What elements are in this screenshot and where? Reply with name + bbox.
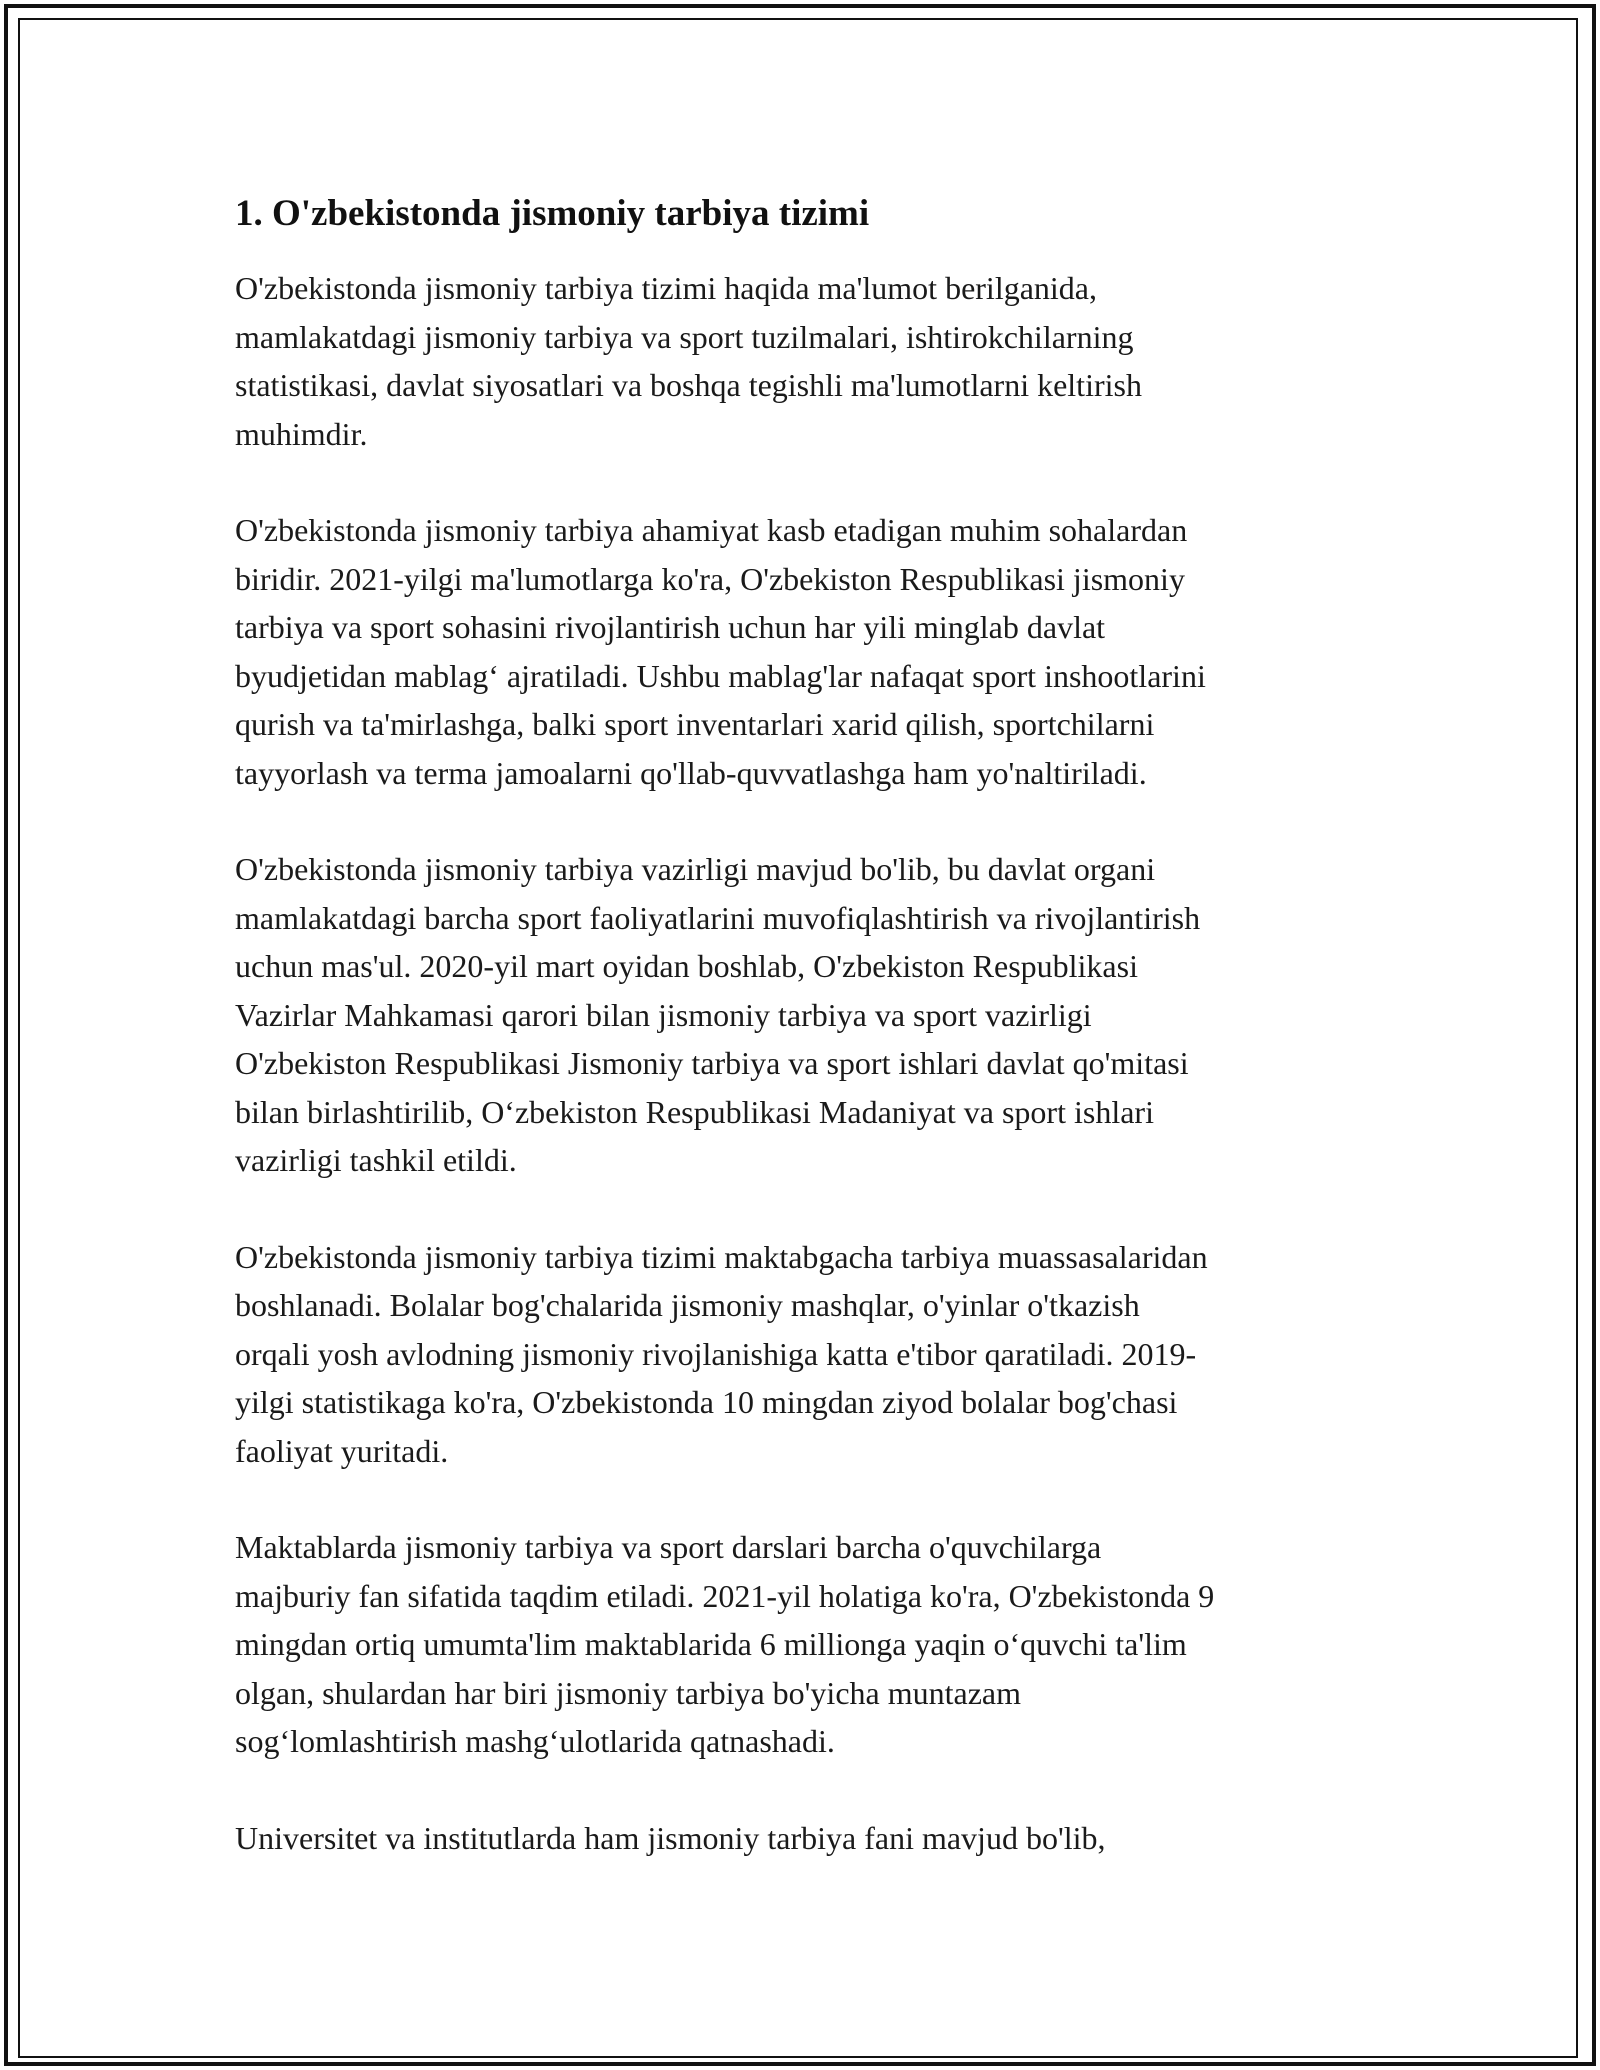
paragraph-funding-intro [235, 264, 1385, 458]
paragraph-line: Maktablarda jismoniy tarbiya va sport darslari barcha o'quvchilarga [235, 1529, 1102, 1565]
paragraph-line: olgan, shulardan har biri jismoniy tarbiya bo'yicha muntazam [235, 1674, 1021, 1711]
paragraph-line: majburiy fan sifatida taqdim etiladi. 2021-yil holatiga ko'ra, O'zbekistonda 9 [235, 1577, 1215, 1614]
paragraph-line: byudjetidan mablag‘ ajratiladi. Ushbu mablag'lar nafaqat sport inshootlarini [235, 657, 1206, 694]
paragraph-line: qurish va ta'mirlashga, balki sport inventarlari xarid qilish, sportchilarni [235, 706, 1155, 742]
paragraph-line: tayyorlash va terma jamoalarni qo'llab-quvvatlashga ham yo'naltiriladi. [235, 754, 1147, 791]
paragraph-line: O'zbekistonda jismoniy tarbiya tizimi maktabgacha tarbiya muassasalaridan [235, 1238, 1208, 1275]
paragraph-line: statistikasi, davlat siyosatlari va boshqa tegishli ma'lumotlarni keltirish [235, 367, 1142, 403]
paragraph-line: tarbiya va sport sohasini rivojlantirish uchun har yili minglab davlat [235, 609, 1106, 645]
paragraph-line: faoliyat yuritadi. [235, 1432, 449, 1469]
paragraph-line: bilan birlashtirilib, O‘zbekiston Respublikasi Madaniyat va sport ishlari [235, 1093, 1154, 1130]
paragraph-line: vazirligi tashkil etildi. [235, 1142, 517, 1178]
paragraph-line: O'zbekiston Respublikasi Jismoniy tarbiya va sport ishlari davlat qo'mitasi [235, 1045, 1189, 1081]
paragraph-preschool [235, 1233, 1385, 1476]
document-body [235, 188, 1385, 1910]
paragraph-budget [235, 506, 1385, 797]
paragraph-line: mamlakatdagi jismoniy tarbiya va sport tuzilmalari, ishtirokchilarning [235, 318, 1134, 355]
paragraph-line: Vazirlar Mahkamasi qarori bilan jismoniy tarbiya va sport vazirligi [235, 996, 1092, 1033]
paragraph-line: mingdan ortiq umumta'lim maktablarida 6 millionga yaqin o‘quvchi ta'lim [235, 1626, 1187, 1662]
paragraph-line: O'zbekistonda jismoniy tarbiya vazirligi mavjud bo'lib, bu davlat organi [235, 851, 1156, 887]
paragraph-line: muhimdir. [235, 415, 368, 452]
paragraph-line: O'zbekistonda jismoniy tarbiya ahamiyat kasb etadigan muhim sohalardan [235, 512, 1188, 548]
paragraph-universities [235, 1814, 1385, 1863]
paragraph-line: Universitet va institutlarda ham jismoniy tarbiya fani mavjud bo'lib, [235, 1819, 1106, 1856]
paragraph-line: O'zbekistonda jismoniy tarbiya tizimi haqida ma'lumot berilganida, [235, 270, 1097, 306]
paragraph-line: boshlanadi. Bolalar bog'chalarida jismoniy mashqlar, o'yinlar o'tkazish [235, 1287, 1140, 1323]
paragraph-line: biridir. 2021-yilgi ma'lumotlarga ko'ra, O'zbekiston Respublikasi jismoniy [235, 560, 1185, 597]
paragraph-line: mamlakatdagi barcha sport faoliyatlarini muvofiqlashtirish va rivojlantirish [235, 899, 1201, 936]
paragraph-line: sog‘lomlashtirish mashg‘ulotlarida qatnashadi. [235, 1723, 835, 1759]
paragraph-line: yilgi statistikaga ko'ra, O'zbekistonda 10 mingdan ziyod bolalar bog'chasi [235, 1384, 1178, 1420]
paragraph-schools [235, 1523, 1385, 1766]
section-title: 1. O'zbekistonda jismoniy tarbiya tizimi [235, 193, 870, 234]
paragraph-ministry [235, 845, 1385, 1185]
paragraph-line: uchun mas'ul. 2020-yil mart oyidan boshlab, O'zbekiston Respublikasi [235, 948, 1138, 984]
paragraph-line: orqali yosh avlodning jismoniy rivojlanishiga katta e'tibor qaratiladi. 2019- [235, 1335, 1197, 1372]
